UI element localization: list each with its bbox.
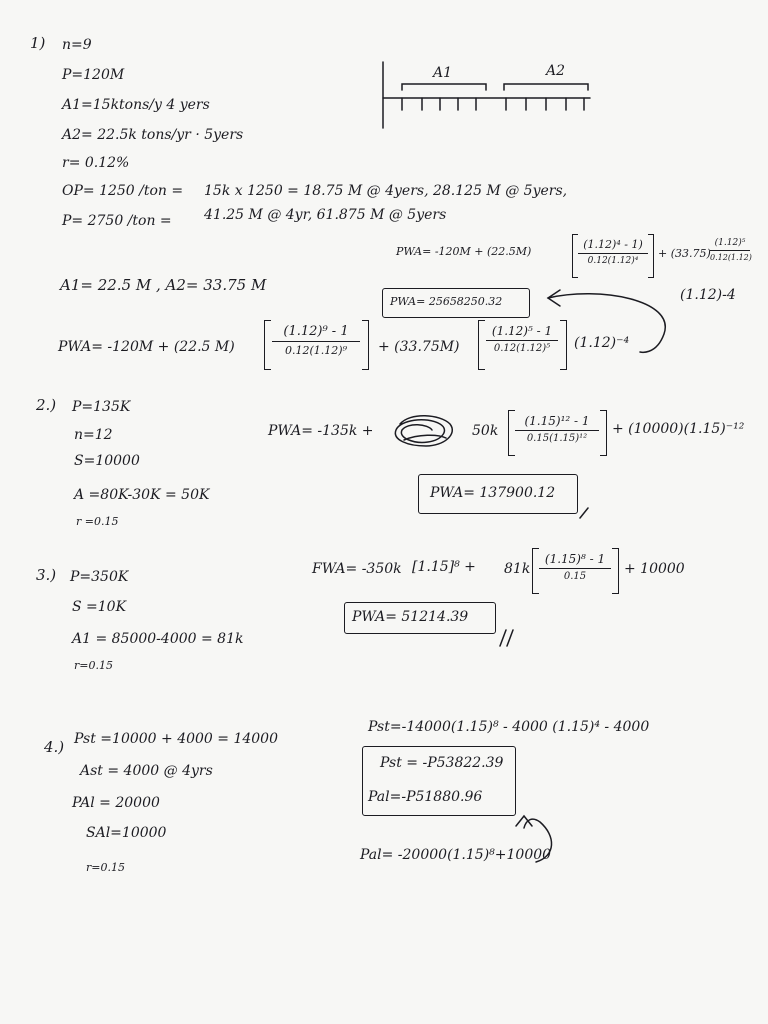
main-formula-lhs: PWA= -120M + (22.5 M) bbox=[58, 339, 235, 355]
formula-coef: 50k bbox=[472, 423, 499, 439]
formula-coef: 81k bbox=[504, 561, 531, 577]
pal-equation: Pal= -20000(1.15)⁸+10000 bbox=[360, 847, 552, 863]
fraction: (1.15)⁸ - 1 0.15 bbox=[539, 552, 611, 582]
given-line: A2= 22.5k tons/yr · 5yers bbox=[62, 127, 244, 143]
answer-text: PWA= 137900.12 bbox=[430, 485, 556, 501]
given-line: S =10K bbox=[72, 599, 127, 615]
answer-text: PWA= 51214.39 bbox=[352, 609, 469, 625]
fraction: (1.15)¹² - 1 0.15(1.15)¹² bbox=[515, 414, 599, 444]
given-line: n=9 bbox=[62, 37, 92, 53]
given-line: A =80K-30K = 50K bbox=[74, 487, 210, 503]
given-line: PAl = 20000 bbox=[72, 795, 160, 811]
a-values: A1= 22.5 M , A2= 33.75 M bbox=[60, 276, 267, 294]
problem-number: 2.) bbox=[36, 396, 57, 414]
timeline-label-a2: A2 bbox=[546, 63, 566, 79]
op-line: OP= 1250 /ton = bbox=[62, 183, 184, 199]
timeline-label-a1: A1 bbox=[433, 65, 453, 81]
p-line: P= 2750 /ton = bbox=[62, 213, 172, 229]
formula-pow: [1.15]⁸ + bbox=[412, 559, 476, 575]
given-line: r =0.15 bbox=[76, 515, 119, 528]
given-line: A1 = 85000-4000 = 81k bbox=[72, 631, 244, 647]
formula-tail: + (10000)(1.15)⁻¹² bbox=[612, 421, 745, 437]
given-line: n=12 bbox=[74, 427, 113, 443]
problem-number: 3.) bbox=[36, 566, 57, 584]
problem-number: 1) bbox=[30, 34, 46, 52]
given-line: S=10000 bbox=[74, 453, 140, 469]
formula-factor: (1.12)-4 bbox=[680, 287, 736, 303]
fraction: (1.12)⁵ 0.12(1.12) bbox=[710, 238, 752, 262]
given-line: Ast = 4000 @ 4yrs bbox=[80, 763, 213, 779]
main-formula-mid: + (33.75M) bbox=[378, 339, 460, 355]
formula-lhs: PWA= -135k + bbox=[268, 423, 374, 439]
fraction: (1.12)⁵ - 1 0.12(1.12)⁵ bbox=[486, 324, 558, 354]
fraction: (1.12)⁹ - 1 0.12(1.12)⁹ bbox=[272, 324, 360, 357]
main-formula-tail: (1.12)⁻⁴ bbox=[574, 335, 630, 351]
given-line: P=120M bbox=[62, 67, 125, 83]
op-calc: 15k x 1250 = 18.75 M @ 4yers, 28.125 M @ 5yers, bbox=[204, 183, 568, 199]
problem-number: 4.) bbox=[44, 738, 65, 756]
formula-tail: + 10000 bbox=[624, 561, 685, 577]
answer-pal: Pal=-P51880.96 bbox=[368, 789, 483, 805]
given-line: P=350K bbox=[70, 569, 129, 585]
given-line: SAl=10000 bbox=[86, 825, 167, 841]
given-line: r=0.15 bbox=[86, 861, 125, 874]
answer-pst: Pst = -P53822.39 bbox=[380, 755, 504, 771]
formula-lhs: PWA= -120M + (22.5M) bbox=[396, 245, 532, 258]
formula-tail: + (33.75) bbox=[658, 247, 711, 260]
pst-equation: Pst=-14000(1.15)⁸ - 4000 (1.15)⁴ - 4000 bbox=[368, 719, 650, 735]
answer-text: PWA= 25658250.32 bbox=[390, 295, 503, 308]
given-line: Pst =10000 + 4000 = 14000 bbox=[74, 731, 278, 747]
p-calc: 41.25 M @ 4yr, 61.875 M @ 5yers bbox=[204, 207, 447, 223]
given-line: A1=15ktons/y 4 yers bbox=[62, 97, 210, 113]
given-line: r= 0.12% bbox=[62, 155, 130, 171]
given-line: r=0.15 bbox=[74, 659, 113, 672]
fraction: (1.12)⁴ - 1) 0.12(1.12)⁴ bbox=[578, 238, 648, 266]
formula-lhs: FWA= -350k bbox=[312, 561, 402, 577]
given-line: P=135K bbox=[72, 399, 131, 415]
